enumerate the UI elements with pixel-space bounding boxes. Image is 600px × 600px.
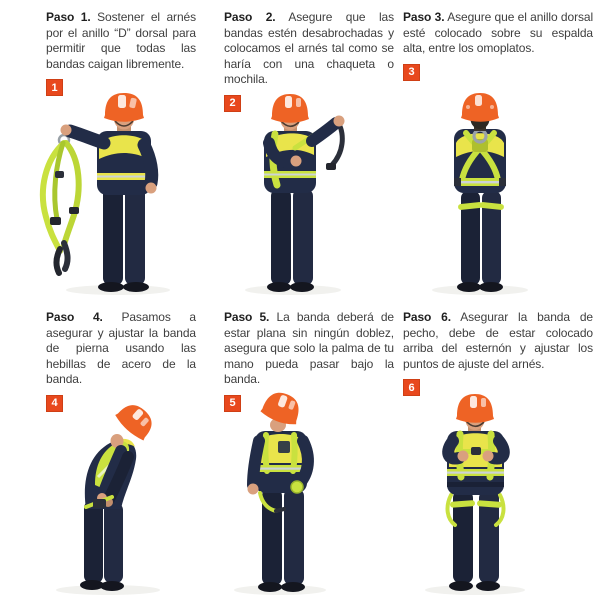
step-4-title: Paso 4. — [46, 310, 103, 324]
step-3-text-block — [403, 10, 593, 81]
step-6-number-badge: 6 — [403, 379, 420, 396]
lime-glove-icon — [291, 481, 303, 493]
step-5-title: Paso 5. — [224, 310, 270, 324]
step-2-title: Paso 2. — [224, 10, 276, 24]
step-4-section — [0, 300, 200, 600]
step-4-instruction — [46, 310, 196, 388]
step-6-title: Paso 6. — [403, 310, 451, 324]
step-2-section — [200, 0, 400, 300]
step-1-number-badge: 1 — [46, 79, 63, 96]
step-4-body: Pasamos a asegurar y ajustar la banda de pierna usando las hebillas de acero de la banda. — [46, 310, 196, 386]
worker-body — [264, 110, 345, 292]
step-3-instruction — [403, 10, 593, 57]
step-1-title: Paso 1. — [46, 10, 91, 24]
step-6-photo — [400, 385, 600, 600]
step-1-body: Sostener el arnés por el anillo “D” dorsal para permitir que todas las bandas caigan libremente. — [46, 10, 197, 71]
step-5-number-badge: 5 — [224, 395, 241, 412]
helmet-icon — [456, 394, 494, 423]
worker-body — [454, 109, 506, 292]
step-3-section — [400, 0, 600, 300]
step-2-number-badge: 2 — [224, 95, 241, 112]
step-3-body: Asegure que el anillo dorsal esté colocado sobre su espalda alta, entre los omoplatos. — [403, 10, 594, 55]
helmet-icon — [271, 94, 309, 123]
worker-figure-step1 — [0, 85, 200, 300]
step-1-section — [0, 0, 200, 300]
helmet-icon — [259, 388, 305, 428]
step-4-number-badge: 4 — [46, 395, 63, 412]
step-5-body: La banda deberá de estar plana sin ningún doblez, asegura que solo la palma de tu mano pueda pasar bajo la banda. — [224, 310, 395, 386]
dangling-harness — [43, 135, 79, 273]
step-6-text-block — [403, 310, 593, 396]
step-6-section — [400, 300, 600, 600]
worker-body — [80, 434, 136, 591]
step-1-instruction — [46, 10, 196, 72]
step-5-instruction — [224, 310, 394, 388]
step-4-photo — [0, 385, 200, 600]
worker-body — [447, 410, 504, 591]
worker-figure-step2 — [200, 85, 400, 300]
step-6-body: Asegurar la banda de pecho, debe de estar colocado arriba del esternón y ajustar los puntos de ajuste del arnés. — [403, 310, 593, 371]
helmet-icon — [104, 93, 144, 122]
step-3-number-badge: 3 — [403, 64, 420, 81]
step-1-photo — [0, 85, 200, 300]
chest-strap-buckle-icon — [471, 447, 481, 455]
leg-strap-buckle-icon — [93, 499, 106, 508]
step-2-body: Asegure que las bandas estén desabrochadas y colocamos el arnés tal como se haría con una chaqueta o mochila. — [224, 10, 394, 86]
worker-figure-step3 — [400, 85, 600, 300]
worker-figure-step4 — [0, 385, 200, 600]
worker-figure-step5 — [200, 385, 400, 600]
step-6-instruction — [403, 310, 593, 372]
step-3-photo — [400, 85, 600, 300]
worker-body — [248, 418, 308, 592]
step-1-text-block — [46, 10, 196, 96]
step-2-photo — [200, 85, 400, 300]
helmet-icon — [461, 93, 499, 122]
worker-figure-step6 — [400, 385, 600, 600]
step-3-title: Paso 3. — [403, 10, 445, 24]
step-5-photo — [200, 385, 400, 600]
step-2-instruction — [224, 10, 394, 88]
step-5-section — [200, 300, 400, 600]
